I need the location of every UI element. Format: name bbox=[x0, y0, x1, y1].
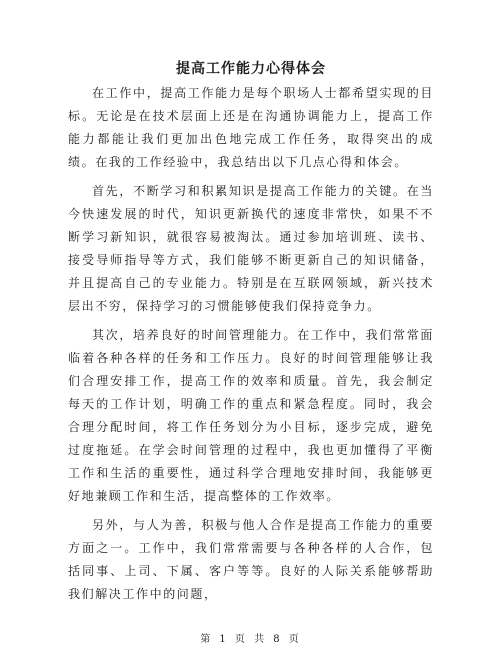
document-title: 提高工作能力心得体会 bbox=[176, 61, 326, 77]
paragraph-intro: 在工作中，提高工作能力是每个职场人士都希望实现的目标。无论是在技术层面上还是在沟通协调能力上，提高工作能力都能让我们更加出色地完成工作任务，取得突出的成绩。在我的工作经验中，我总结出以下几点心得和体会。 bbox=[68, 86, 434, 169]
document-body bbox=[68, 82, 434, 612]
page-number-footer: 第 1 页 共 8 页 bbox=[200, 634, 302, 645]
paragraph-learning: 首先，不断学习和积累知识是提高工作能力的关键。在当今快速发展的时代，知识更新换代的速度非常快，如果不不断学习新知识，就很容易被淘汰。通过参加培训班、读书、接受导师指导等方式，我们能够不断更新自己的知识储备，并且提高自己的专业能力。特别是在互联网领域，新兴技术层出不穷，保持学习的习惯能够使我们保持竞争力。 bbox=[68, 184, 434, 313]
paragraph-cooperation: 另外，与人为善，积极与他人合作是提高工作能力的重要方面之一。工作中，我们常常需要与各种各样的人合作，包括同事、上司、下属、客户等等。良好的人际关系能够帮助我们解决工作中的问题， bbox=[68, 518, 434, 601]
paragraph-time-management: 其次，培养良好的时间管理能力。在工作中，我们常常面临着各种各样的任务和工作压力。良好的时间管理能够让我们合理安排工作，提高工作的效率和质量。首先，我会制定每天的工作计划，明确工作的重点和紧急程度。同时，我会合理分配时间，将工作任务划分为小目标，逐步完成，避免过度拖延。在学会时间管理的过程中，我也更加懂得了平衡工作和生活的重要性，通过科学合理地安排时间，我能够更好地兼顾工作和生活，提高整体的工作效率。 bbox=[68, 328, 434, 503]
